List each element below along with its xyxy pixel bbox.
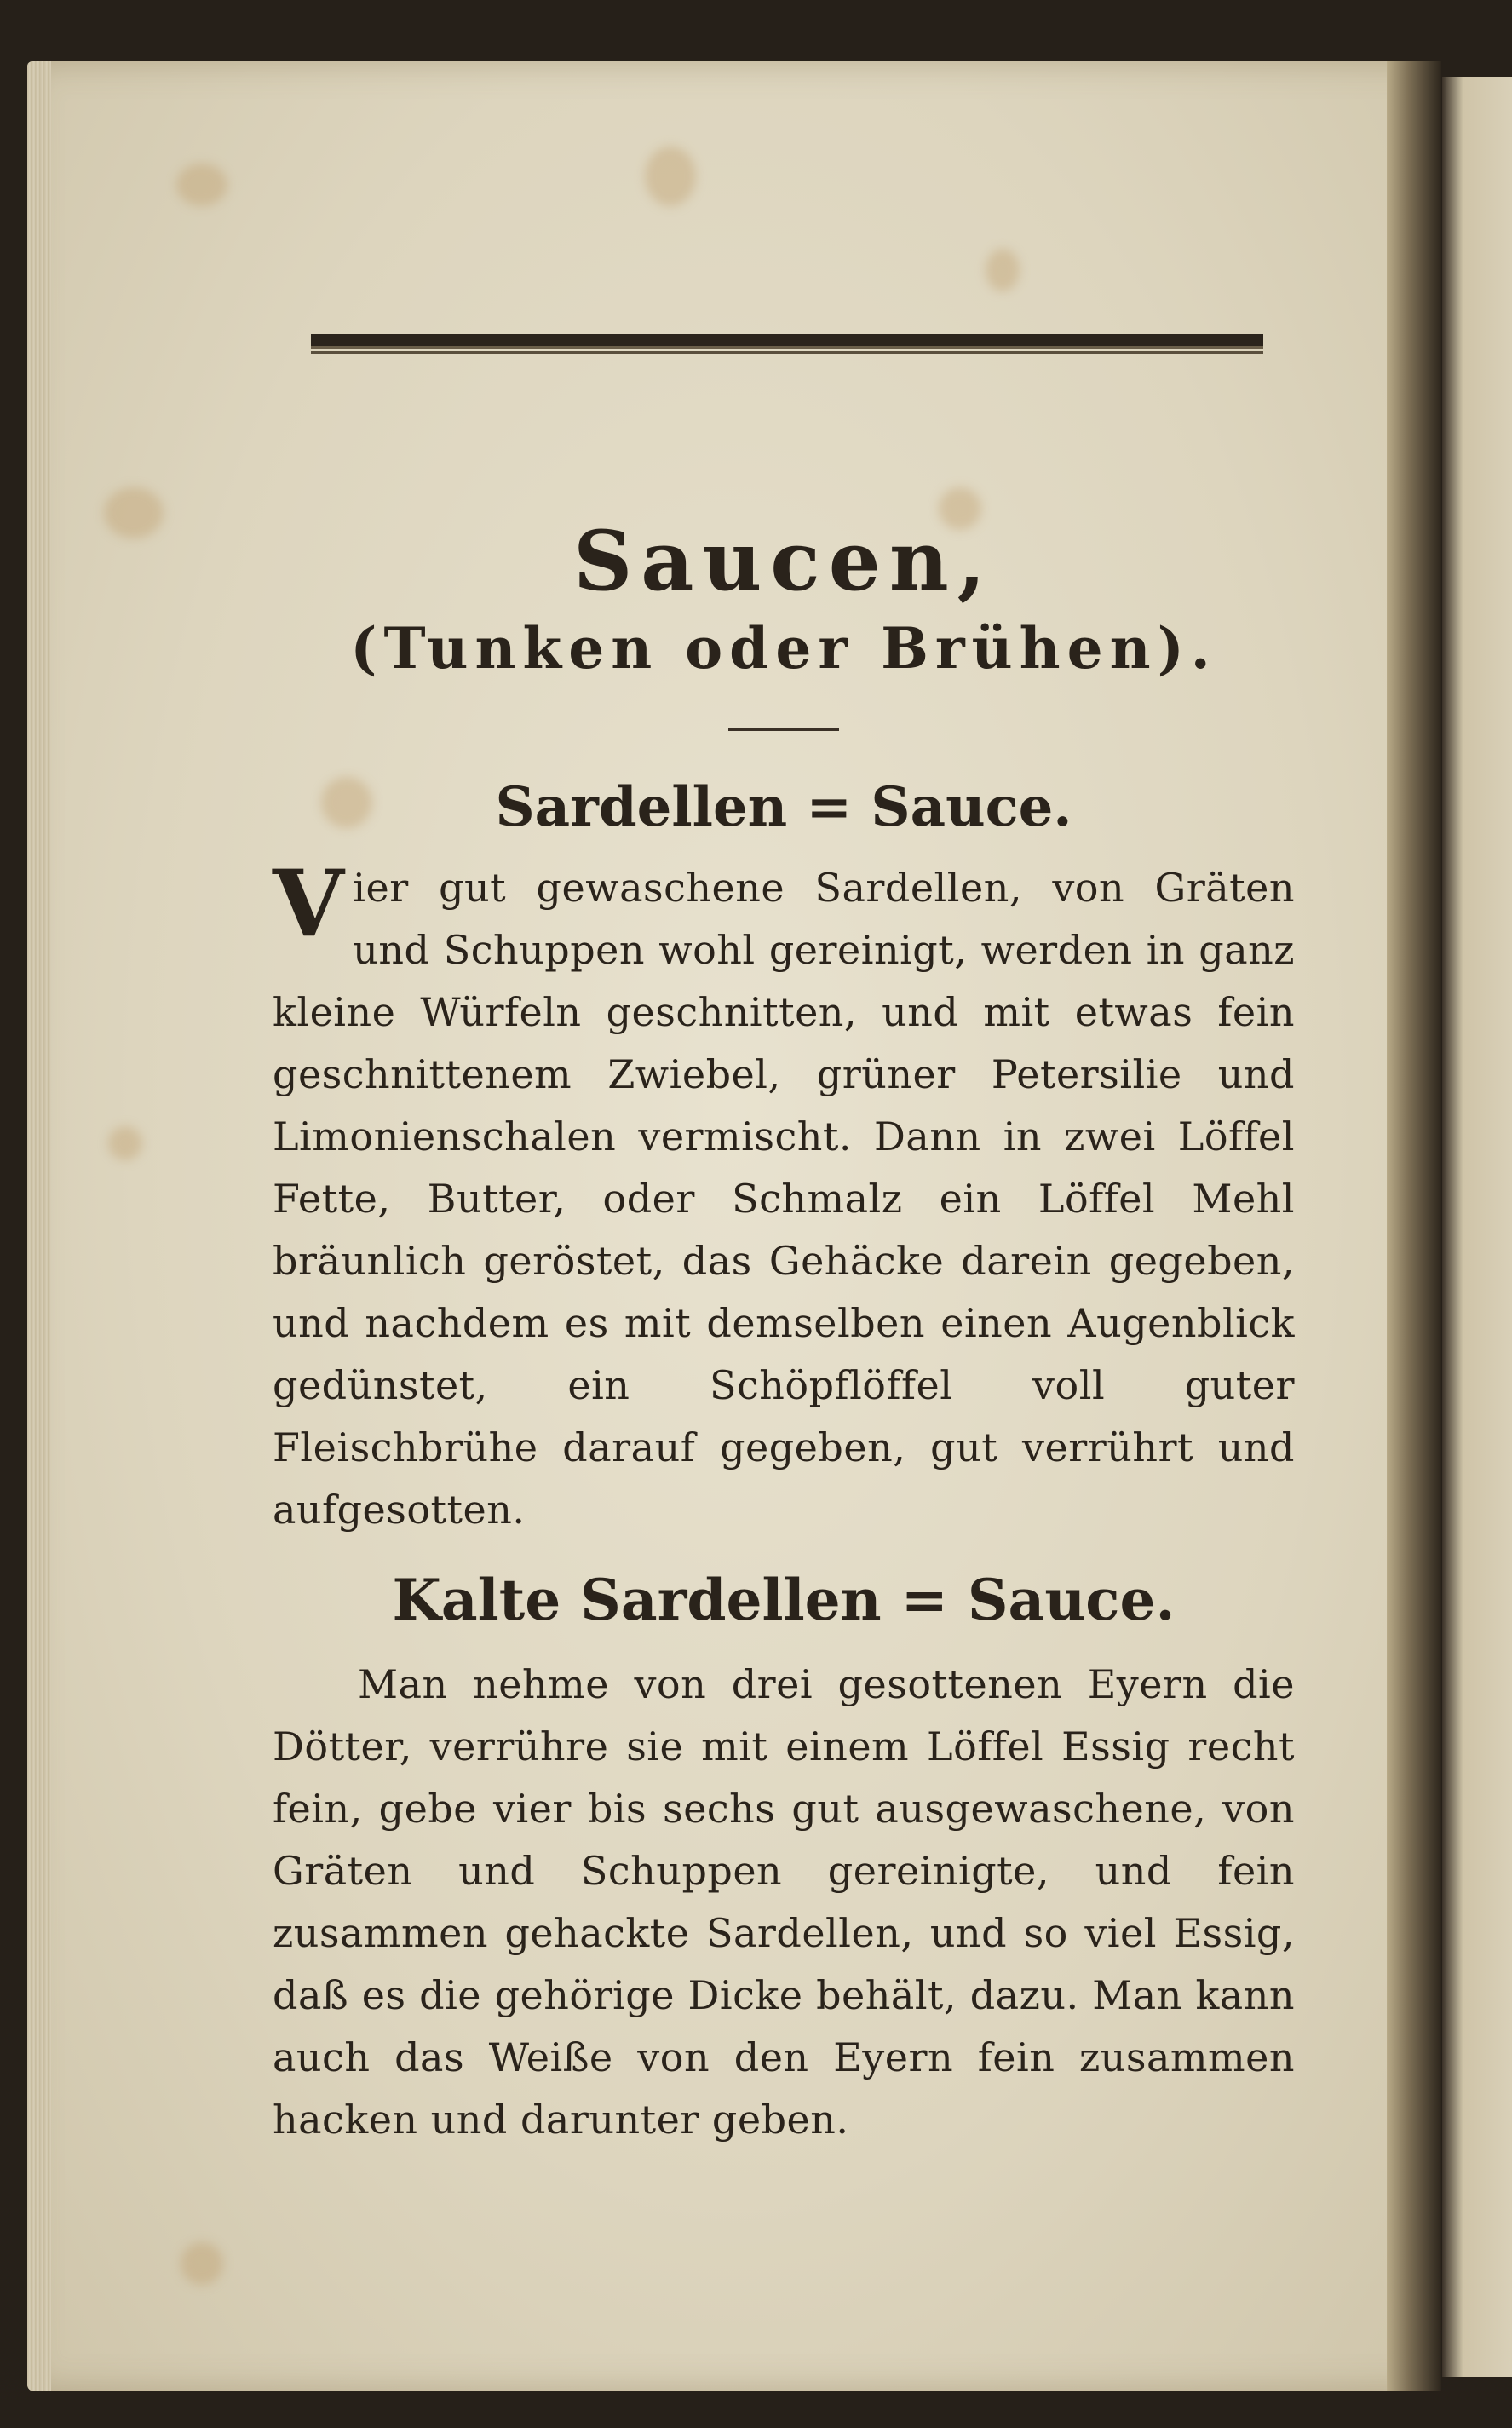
title-divider	[728, 728, 839, 731]
foxing-spot	[645, 147, 696, 206]
recipe-body	[273, 850, 1295, 1541]
foxing-spot	[181, 2242, 223, 2285]
next-page-edge	[1442, 77, 1512, 2377]
page-edge	[27, 61, 51, 2391]
recipe-body: Man nehme von drei gesottenen Eyern die Dötter, verrühre sie mit einem Löffel Essig recht fein, gebe vier bis sechs gut ausgewaschene, von Gräten und Schuppen gereinigte, und fein zusammen gehackte Sardellen, und so viel Essig, daß es die gehörige Dicke behält, dazu. Man kann auch das Weiße von den Eyern fein zusammen hacken und darunter geben.	[273, 1661, 1295, 2143]
header-rule-thin	[311, 351, 1263, 354]
chapter-title: Saucen,	[572, 513, 995, 609]
binding-gutter	[1387, 61, 1441, 2391]
drop-cap: V	[273, 850, 345, 958]
recipe-heading: Sardellen = Sauce.	[495, 775, 1072, 839]
foxing-spot	[108, 1126, 142, 1160]
recipe-heading: Kalte Sardellen = Sauce.	[392, 1567, 1176, 1633]
page-text	[273, 477, 1295, 2151]
foxing-spot	[104, 487, 164, 538]
header-rule	[311, 334, 1263, 349]
foxing-spot	[986, 249, 1020, 291]
foxing-spot	[176, 164, 227, 206]
recipe-text: ier gut gewaschene Sardellen, von Gräten und Schuppen wohl gereinigt, werden in ganz kleine Würfeln geschnitten, und mit etwas fein geschnittenem Zwiebel, grüner Petersilie und Limonienschalen vermischt. Dann in zwei Löffel Fette, Butter, oder Schmalz ein Löffel Mehl bräunlich geröstet, das Gehäcke darein gegeben, und nachdem es mit demselben einen Augenblick gedünstet, ein Schöpflöffel voll guter Fleischbrühe darauf gegeben, gut verrührt und aufgesotten.	[273, 865, 1295, 1533]
chapter-subtitle: (Tunken oder Brühen).	[350, 615, 1217, 682]
